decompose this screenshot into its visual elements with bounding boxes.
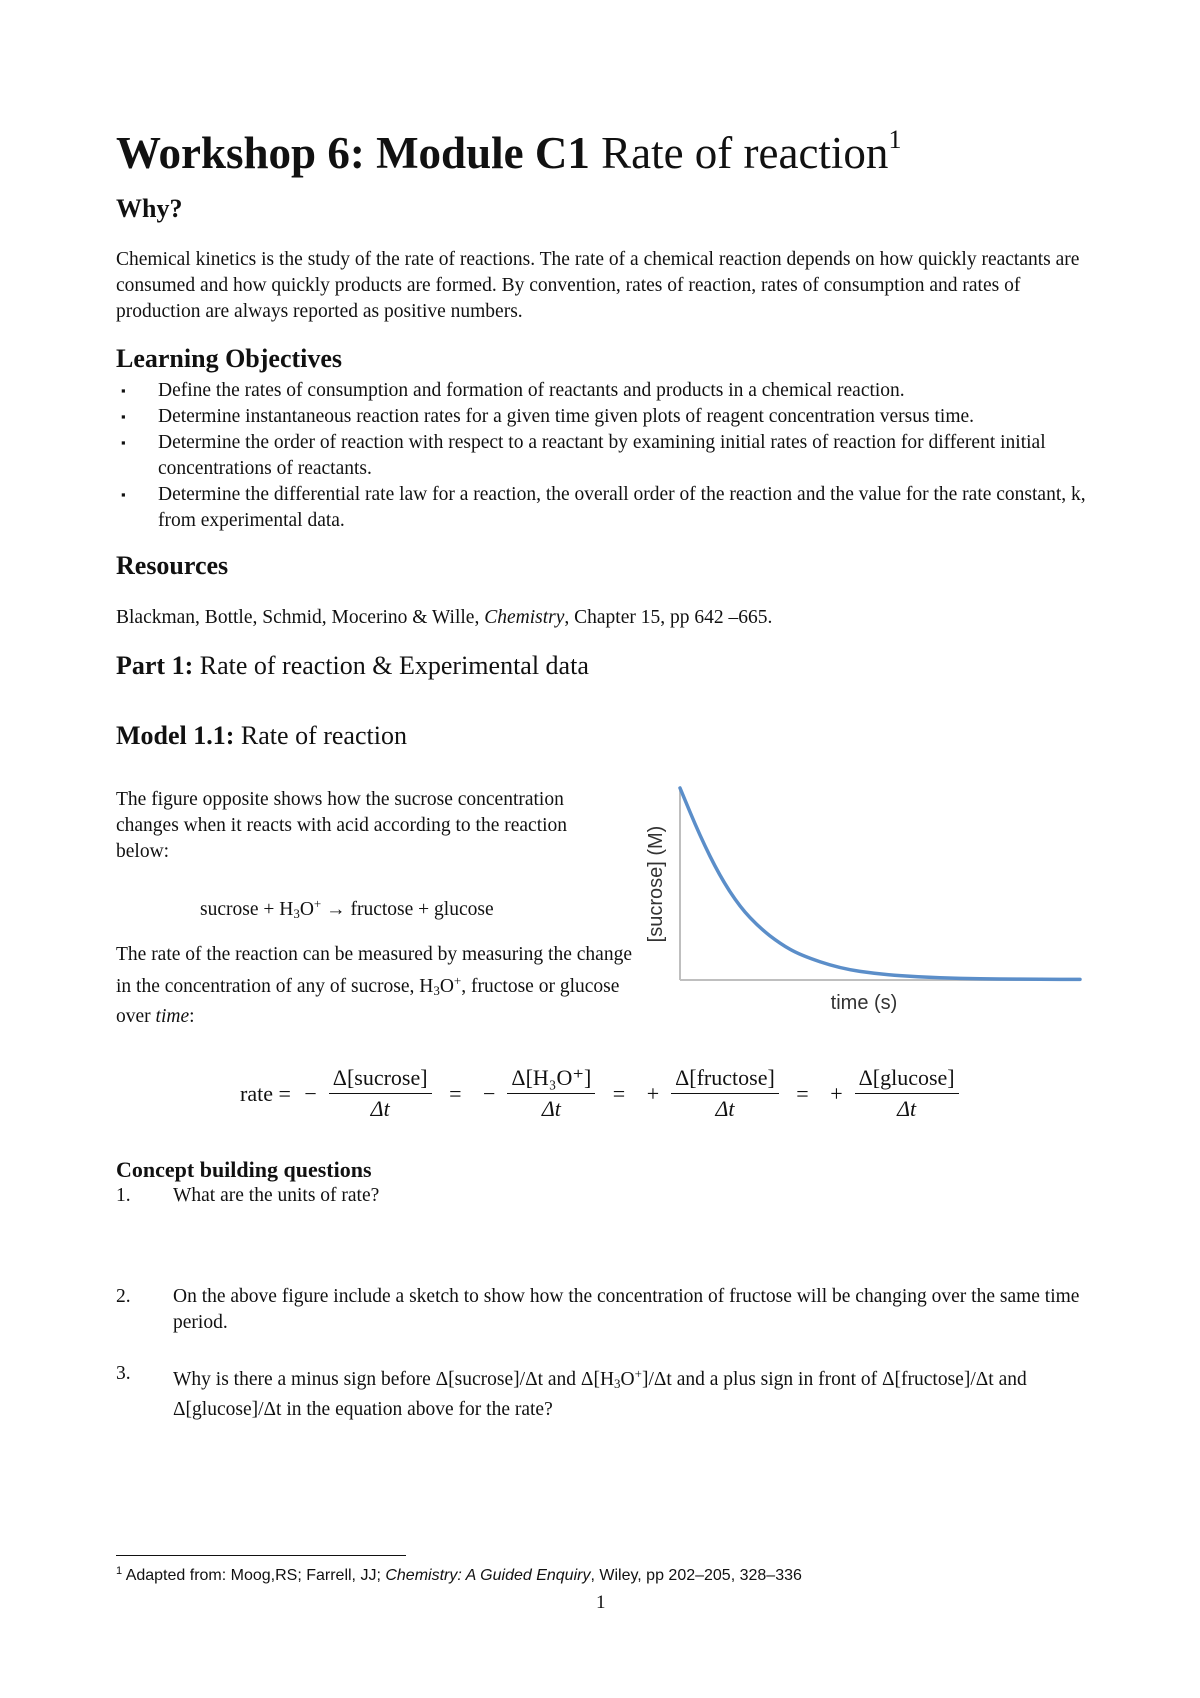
sign-0: − bbox=[304, 1080, 317, 1106]
resources-reference bbox=[116, 605, 772, 631]
bullet-icon: ▪ bbox=[121, 383, 126, 398]
question-1 bbox=[116, 1183, 1101, 1209]
q3-text-b: O bbox=[620, 1369, 635, 1390]
footnote-text: Adapted from: Moog,RS; Farrell, JJ; bbox=[122, 1567, 386, 1584]
measure-time: time bbox=[155, 1006, 190, 1027]
reaction-equation bbox=[200, 891, 494, 927]
footnote-book: Chemistry: A Guided Enquiry bbox=[385, 1567, 591, 1584]
reaction-oxygen: O bbox=[299, 899, 314, 920]
page-number: 1 bbox=[596, 1592, 606, 1613]
x-axis-label: time (s) bbox=[830, 992, 898, 1014]
measure-subscript: 3 bbox=[433, 983, 440, 998]
question-3 bbox=[116, 1361, 1101, 1423]
equals-sign: = bbox=[449, 1080, 462, 1106]
list-item bbox=[116, 482, 1101, 534]
measure-superscript: + bbox=[453, 973, 462, 988]
bullet-icon: ▪ bbox=[121, 487, 126, 502]
numerator: Δ[fructose] bbox=[671, 1065, 779, 1094]
objective-text: Determine the differential rate law for a reaction, the overall order of the reaction and the value for the rate constant, k, from experimental data. bbox=[158, 484, 1086, 531]
part1-bold: Part 1: bbox=[116, 651, 194, 680]
bullet-icon: ▪ bbox=[121, 409, 126, 424]
measure-text-d: : bbox=[189, 1006, 195, 1027]
question-text bbox=[173, 1361, 1101, 1423]
why-paragraph: Chemical kinetics is the study of the rate of reactions. The rate of a chemical reaction depends on how quickly reactants are consumed and how quickly products are formed. By convention, rates of reaction, rates of consumption and rates of production are always reported as positive numbers. bbox=[116, 249, 1080, 322]
footnote-pages: , Wiley, pp 202–205, 328–336 bbox=[590, 1567, 802, 1584]
equals-sign: = bbox=[796, 1080, 809, 1106]
objective-text: Determine instantaneous reaction rates for a given time given plots of reagent concentration versus time. bbox=[158, 406, 975, 427]
bullet-icon: ▪ bbox=[121, 435, 126, 450]
why-heading: Why? bbox=[116, 194, 183, 223]
y-axis-label: [sucrose] (M) bbox=[645, 825, 667, 943]
fraction-glucose bbox=[855, 1065, 959, 1122]
measure-text-b: O bbox=[439, 976, 454, 997]
denominator: Δt bbox=[715, 1096, 735, 1121]
footnote-divider bbox=[116, 1555, 406, 1556]
question-number: 2. bbox=[116, 1286, 131, 1307]
resources-heading: Resources bbox=[116, 551, 229, 580]
learning-objectives-heading: Learning Objectives bbox=[116, 344, 343, 373]
title-rest: Rate of reaction bbox=[589, 128, 889, 178]
q3-text-c: ]/Δt and a plus sign in front of Δ[fructose]/Δt and Δ[glucose]/Δt in the equation above for the rate? bbox=[173, 1369, 1027, 1420]
title-footnote-mark: 1 bbox=[888, 125, 902, 154]
model-heading bbox=[116, 720, 407, 752]
model-rest: Rate of reaction bbox=[234, 721, 407, 750]
numerator: Δ[sucrose] bbox=[329, 1065, 432, 1094]
sign-2: + bbox=[646, 1080, 660, 1106]
model-bold: Model 1.1: bbox=[116, 721, 235, 750]
question-text: What are the units of rate? bbox=[173, 1185, 380, 1206]
reaction-subscript: 3 bbox=[293, 906, 300, 921]
q3-text-a: Why is there a minus sign before Δ[sucrose]/Δt and Δ[H bbox=[173, 1369, 615, 1390]
resources-authors: Blackman, Bottle, Schmid, Mocerino & Wille, bbox=[116, 607, 485, 628]
sucrose-series-line bbox=[680, 788, 1080, 979]
model-measure-text bbox=[116, 942, 636, 1030]
question-text: On the above figure include a sketch to show how the concentration of fructose will be changing over the same time period. bbox=[173, 1286, 1080, 1333]
question-number: 3. bbox=[116, 1363, 131, 1384]
numerator: Δ[H₃O⁺] bbox=[507, 1065, 595, 1094]
fraction-hydronium bbox=[507, 1065, 595, 1122]
q3-superscript: + bbox=[634, 1366, 642, 1381]
numerator: Δ[glucose] bbox=[855, 1065, 959, 1094]
part1-rest: Rate of reaction & Experimental data bbox=[193, 651, 589, 680]
learning-objectives-list bbox=[116, 378, 1101, 534]
model-intro: The figure opposite shows how the sucrose concentration changes when it reacts with acid according to the reaction below: bbox=[116, 789, 568, 862]
resources-book: Chemistry bbox=[484, 607, 565, 628]
concept-questions-heading: Concept building questions bbox=[116, 1157, 372, 1182]
resources-pages: , Chapter 15, pp 642 –665. bbox=[564, 607, 773, 628]
rate-lhs: rate = bbox=[240, 1080, 291, 1106]
arrow-icon: → bbox=[321, 899, 351, 920]
part1-heading bbox=[116, 650, 589, 682]
equals-sign: = bbox=[612, 1080, 626, 1106]
reaction-reactants: sucrose + H bbox=[200, 899, 294, 920]
title-bold: Workshop 6: Module C1 bbox=[116, 128, 590, 178]
objective-text: Determine the order of reaction with respect to a reactant by examining initial rates of reaction for different initial concentrations of reactants. bbox=[158, 432, 1046, 479]
denominator: Δt bbox=[541, 1096, 561, 1121]
objective-text: Define the rates of consumption and formation of reactants and products in a chemical reaction. bbox=[158, 380, 905, 401]
footnote-mark: 1 bbox=[116, 1565, 123, 1577]
reaction-superscript: + bbox=[313, 896, 322, 911]
question-2 bbox=[116, 1284, 1101, 1336]
reaction-products: fructose + glucose bbox=[350, 899, 494, 920]
denominator: Δt bbox=[370, 1096, 390, 1121]
sign-1: − bbox=[483, 1080, 496, 1106]
q3-subscript: 3 bbox=[614, 1376, 621, 1391]
question-number: 1. bbox=[116, 1185, 131, 1206]
list-item bbox=[116, 404, 1101, 430]
denominator: Δt bbox=[897, 1096, 917, 1121]
sign-3: + bbox=[830, 1080, 843, 1106]
footnote bbox=[116, 1565, 802, 1585]
rate-equation bbox=[240, 1065, 963, 1122]
sucrose-concentration-chart bbox=[640, 780, 1090, 1025]
list-item bbox=[116, 430, 1101, 482]
measure-text-c: , fructose or glucose over bbox=[116, 976, 620, 1027]
list-item bbox=[116, 378, 1101, 404]
fraction-fructose bbox=[671, 1065, 779, 1122]
fraction-sucrose bbox=[329, 1065, 432, 1122]
measure-text-a: The rate of the reaction can be measured by measuring the change in the concentration of any of sucrose, H bbox=[116, 944, 632, 997]
page-title bbox=[116, 112, 901, 181]
